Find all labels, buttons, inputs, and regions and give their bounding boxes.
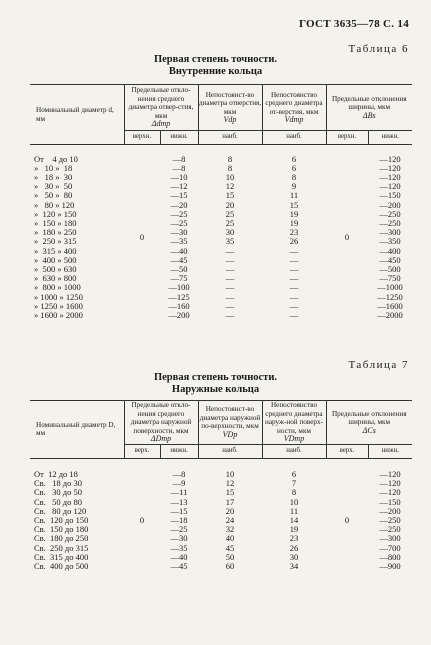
lower-deviation-cell: —12 — [170, 181, 188, 192]
diameter-cell: » 50 » 80 — [34, 190, 73, 201]
width-lower-deviation-cell: —120 — [379, 487, 401, 498]
diameter-variation-cell: — — [225, 300, 235, 311]
table6-sub-upper2: верхн. — [326, 131, 368, 145]
table7-sub-upper2: верх. — [326, 444, 368, 458]
mean-diameter-variation-cell: — — [289, 245, 299, 256]
diameter-cell: Св. 250 до 315 — [34, 542, 89, 553]
table6-sub-upper: верхн. — [124, 131, 160, 145]
diameter-cell: » 1600 » 2000 — [34, 309, 83, 320]
diameter-cell: От 4 до 10 — [34, 153, 78, 164]
diameter-cell: » 180 » 250 — [34, 227, 77, 238]
diameter-variation-cell: 12 — [225, 478, 235, 489]
lower-deviation-cell: —15 — [170, 190, 188, 201]
width-upper-deviation-cell: 0 — [344, 515, 350, 526]
table6-col-vdm: Непостоянство среднего диаметра от-верстия, мкм Vdmp — [262, 85, 326, 131]
diameter-variation-cell: 8 — [227, 153, 233, 164]
lower-deviation-cell: —50 — [170, 263, 188, 274]
diameter-cell: » 30 » 50 — [34, 181, 73, 192]
diameter-variation-cell: 35 — [225, 236, 235, 247]
width-lower-deviation-cell: —150 — [379, 496, 401, 507]
diameter-cell: » 18 » 30 — [34, 171, 73, 182]
lower-deviation-cell: —40 — [170, 551, 188, 562]
table7-sub-lower: нижн. — [160, 444, 198, 458]
table6-title — [0, 54, 431, 78]
diameter-cell: Св. 80 до 120 — [34, 505, 87, 516]
mean-diameter-variation-cell: 34 — [289, 561, 299, 572]
table6-label: Таблица 6 — [348, 43, 409, 55]
diameter-cell: Св. 120 до 150 — [34, 515, 89, 526]
width-lower-deviation-cell: —2000 — [377, 309, 403, 320]
mean-diameter-variation-cell: 19 — [289, 524, 299, 535]
diameter-cell: Св. 50 до 80 — [34, 496, 83, 507]
mean-diameter-variation-cell: 30 — [289, 551, 299, 562]
width-upper-deviation-cell: 0 — [344, 231, 350, 242]
lower-deviation-cell: —25 — [170, 524, 188, 535]
diameter-cell: » 250 » 315 — [34, 236, 77, 247]
mean-diameter-variation-cell: 26 — [289, 236, 299, 247]
lower-deviation-cell: —35 — [170, 236, 188, 247]
lower-deviation-cell: —8 — [172, 162, 186, 173]
diameter-variation-cell: 15 — [225, 190, 235, 201]
page-header: ГОСТ 3635—78 С. 14 — [298, 18, 409, 30]
diameter-variation-cell: 15 — [225, 487, 235, 498]
table6-col-vdm-symbol: Vdmp — [284, 115, 304, 124]
mean-diameter-variation-cell: 7 — [291, 478, 297, 489]
table6-col-diam: Номинальный диаметр d, мм — [30, 85, 124, 145]
mean-diameter-variation-cell: 10 — [289, 496, 299, 507]
table7-title — [0, 372, 431, 396]
width-lower-deviation-cell: —300 — [379, 227, 401, 238]
table7-col-diam: Номинальный диаметр D, мм — [30, 401, 124, 459]
table7-col-dev: Предельные откло-нения среднего диаметра наружной поверхности, мкм ΔDmp — [124, 401, 198, 445]
lower-deviation-cell: —10 — [170, 171, 188, 182]
lower-deviation-cell: —45 — [170, 561, 188, 572]
diameter-variation-cell: 20 — [225, 505, 235, 516]
table7-col-vd-symbol: VDp — [222, 429, 238, 439]
spacer-cell — [30, 458, 412, 470]
mean-diameter-variation-cell: — — [289, 273, 299, 284]
table-row — [30, 155, 412, 164]
mean-diameter-variation-cell: 6 — [291, 162, 297, 173]
mean-diameter-variation-cell: 23 — [289, 533, 299, 544]
table7-label: Таблица 7 — [348, 359, 409, 371]
width-lower-deviation-cell: —1250 — [377, 291, 403, 302]
width-lower-deviation-cell: —120 — [379, 478, 401, 489]
diameter-variation-cell: — — [225, 254, 235, 265]
table7-col-b-symbol: ΔCs — [362, 425, 376, 435]
diameter-cell: » 10 » 18 — [34, 162, 73, 173]
diameter-variation-cell: — — [225, 291, 235, 302]
table7-col-vdm-symbol: VDmp — [283, 434, 305, 443]
table6-title-line2: Внутренние кольца — [168, 66, 263, 77]
width-lower-deviation-cell: —120 — [379, 162, 401, 173]
table-row — [30, 470, 412, 479]
mean-diameter-variation-cell: 11 — [289, 190, 299, 201]
lower-deviation-cell: —35 — [170, 542, 188, 553]
lower-deviation-cell: —9 — [172, 478, 186, 489]
diameter-cell: От 12 до 18 — [34, 469, 78, 479]
table7 — [30, 400, 412, 571]
lower-deviation-cell: —18 — [170, 515, 188, 526]
width-lower-deviation-cell: —350 — [379, 236, 401, 247]
table7-col-b: Предельные отклонения ширины, мкм ΔCs — [326, 401, 412, 445]
diameter-variation-cell: 32 — [225, 524, 235, 535]
table6-col-dev: Предельные откло-нения среднего диаметра отвер-стия, мкм Δdmp — [124, 85, 198, 131]
diameter-cell: Св. 30 до 50 — [34, 487, 83, 498]
lower-deviation-cell: —20 — [170, 199, 188, 210]
lower-deviation-cell: —40 — [170, 245, 188, 256]
table6-sub-lower: нижн. — [160, 131, 198, 145]
diameter-variation-cell: 8 — [227, 162, 233, 173]
diameter-cell: » 150 » 180 — [34, 217, 77, 228]
mean-diameter-variation-cell: 26 — [289, 542, 299, 553]
width-lower-deviation-cell: —250 — [379, 217, 401, 228]
lower-deviation-cell: —100 — [168, 282, 190, 293]
width-lower-deviation-cell: —750 — [379, 273, 401, 284]
diameter-variation-cell: 50 — [225, 551, 235, 562]
mean-diameter-variation-cell: 8 — [291, 171, 297, 182]
width-lower-deviation-cell: —400 — [379, 245, 401, 256]
diameter-variation-cell: 10 — [225, 469, 235, 479]
spacer-cell — [30, 145, 412, 155]
mean-diameter-variation-cell: — — [289, 291, 299, 302]
lower-deviation-cell: —200 — [168, 309, 190, 320]
table6-sub-lower2: нижн. — [368, 131, 412, 145]
mean-diameter-variation-cell: 6 — [291, 469, 297, 479]
spacer-row — [30, 145, 412, 155]
lower-deviation-cell: —125 — [168, 291, 190, 302]
diameter-cell: Св. 180 до 250 — [34, 533, 89, 544]
width-lower-deviation-cell: —500 — [379, 263, 401, 274]
mean-diameter-variation-cell: — — [289, 254, 299, 265]
diameter-variation-cell: 12 — [225, 181, 235, 192]
mean-diameter-variation-cell: 9 — [291, 181, 297, 192]
table7-col-dev-symbol: ΔDmp — [150, 434, 172, 443]
width-lower-deviation-cell: —450 — [379, 254, 401, 265]
diameter-cell: » 400 » 500 — [34, 254, 77, 265]
table6-col-vd: Непостоянст-во диаметра отверстия, мкм Vdp — [198, 85, 262, 131]
table7-sub-max2: наиб. — [262, 444, 326, 458]
table7-sub-lower2: нижн. — [368, 444, 412, 458]
diameter-cell: Св. 18 до 30 — [34, 478, 83, 489]
lower-deviation-cell: —30 — [170, 533, 188, 544]
lower-deviation-cell: —25 — [170, 208, 188, 219]
lower-deviation-cell: —160 — [168, 300, 190, 311]
table7-title-line1: Первая степень точности. — [153, 372, 278, 383]
width-lower-deviation-cell: —200 — [379, 505, 401, 516]
lower-deviation-cell: —25 — [170, 217, 188, 228]
table7-sub-max1: наиб. — [198, 444, 262, 458]
diameter-cell: » 630 » 800 — [34, 273, 77, 284]
diameter-cell: » 80 » 120 — [34, 199, 75, 210]
diameter-cell: Св. 400 до 500 — [34, 561, 89, 572]
width-lower-deviation-cell: —120 — [379, 153, 401, 164]
diameter-cell: » 1000 » 1250 — [34, 291, 83, 302]
diameter-variation-cell: 45 — [225, 542, 235, 553]
diameter-variation-cell: 20 — [225, 199, 235, 210]
table6-col-vd-symbol: Vdp — [223, 115, 237, 124]
diameter-variation-cell: — — [225, 245, 235, 256]
width-lower-deviation-cell: —800 — [379, 551, 401, 562]
diameter-variation-cell: — — [225, 309, 235, 320]
width-lower-deviation-cell: —120 — [379, 171, 401, 182]
width-lower-deviation-cell: —200 — [379, 199, 401, 210]
mean-diameter-variation-cell: 8 — [291, 487, 297, 498]
width-lower-deviation-cell: —250 — [379, 208, 401, 219]
lower-deviation-cell: —75 — [170, 273, 188, 284]
width-lower-deviation-cell: —120 — [379, 469, 401, 479]
lower-deviation-cell: —30 — [170, 227, 188, 238]
table6-title-line1: Первая степень точности. — [153, 54, 278, 65]
table7-col-vdm: Непостоянство среднего диаметра наруж-ной поверх-ности, мкм VDmp — [262, 401, 326, 445]
mean-diameter-variation-cell: 14 — [289, 515, 299, 526]
mean-diameter-variation-cell: 19 — [289, 208, 299, 219]
table6 — [30, 84, 412, 320]
diameter-variation-cell: 30 — [225, 227, 235, 238]
diameter-variation-cell: 25 — [225, 208, 235, 219]
table6-col-b-symbol: ΔBs — [362, 110, 376, 120]
spacer-row — [30, 458, 412, 470]
diameter-cell: » 1250 » 1600 — [34, 300, 83, 311]
mean-diameter-variation-cell: 11 — [289, 505, 299, 516]
width-lower-deviation-cell: —1000 — [377, 282, 403, 293]
table7-col-vd: Непостоянст-во диаметра наружной по-верхности, мкм VDp — [198, 401, 262, 445]
diameter-variation-cell: 24 — [225, 515, 235, 526]
mean-diameter-variation-cell: 19 — [289, 217, 299, 228]
lower-deviation-cell: —45 — [170, 254, 188, 265]
diameter-cell: » 800 » 1000 — [34, 282, 81, 293]
lower-deviation-cell: —15 — [170, 505, 188, 516]
width-lower-deviation-cell: —150 — [379, 190, 401, 201]
lower-deviation-cell: —13 — [170, 496, 188, 507]
diameter-cell: » 500 » 630 — [34, 263, 77, 274]
lower-deviation-cell: —11 — [170, 487, 188, 498]
mean-diameter-variation-cell: 6 — [291, 153, 297, 164]
table6-sub-max1: наиб. — [198, 131, 262, 145]
diameter-variation-cell: 17 — [225, 496, 235, 507]
upper-deviation-cell: 0 — [139, 231, 145, 242]
diameter-cell: Св. 150 до 180 — [34, 524, 89, 535]
mean-diameter-variation-cell: — — [289, 263, 299, 274]
width-lower-deviation-cell: —250 — [379, 515, 401, 526]
mean-diameter-variation-cell: 23 — [289, 227, 299, 238]
table6-col-b: Предельные отклонения ширины, мкм ΔBs — [326, 85, 412, 131]
diameter-cell: » 120 » 150 — [34, 208, 77, 219]
diameter-variation-cell: — — [225, 282, 235, 293]
diameter-variation-cell: 25 — [225, 217, 235, 228]
diameter-cell: Св. 315 до 400 — [34, 551, 89, 562]
upper-deviation-cell: 0 — [139, 515, 145, 526]
mean-diameter-variation-cell: — — [289, 300, 299, 311]
diameter-variation-cell: — — [225, 273, 235, 284]
width-lower-deviation-cell: —120 — [379, 181, 401, 192]
diameter-variation-cell: 60 — [225, 561, 235, 572]
mean-diameter-variation-cell: 15 — [289, 199, 299, 210]
width-lower-deviation-cell: —900 — [379, 561, 401, 572]
mean-diameter-variation-cell: — — [289, 282, 299, 293]
width-lower-deviation-cell: —700 — [379, 542, 401, 553]
diameter-variation-cell: — — [225, 263, 235, 274]
diameter-cell: » 315 » 400 — [34, 245, 77, 256]
table6-col-dev-symbol: Δdmp — [151, 119, 171, 129]
table6-sub-max2: наиб. — [262, 131, 326, 145]
lower-deviation-cell: —8 — [172, 469, 186, 479]
table7-sub-upper: верх. — [124, 444, 160, 458]
diameter-variation-cell: 10 — [225, 171, 235, 182]
mean-diameter-variation-cell: — — [289, 309, 299, 320]
width-lower-deviation-cell: —250 — [379, 524, 401, 535]
width-lower-deviation-cell: —300 — [379, 533, 401, 544]
lower-deviation-cell: —8 — [172, 153, 186, 164]
diameter-variation-cell: 40 — [225, 533, 235, 544]
width-lower-deviation-cell: —1600 — [377, 300, 403, 311]
table7-title-line2: Наружные кольца — [171, 384, 260, 395]
